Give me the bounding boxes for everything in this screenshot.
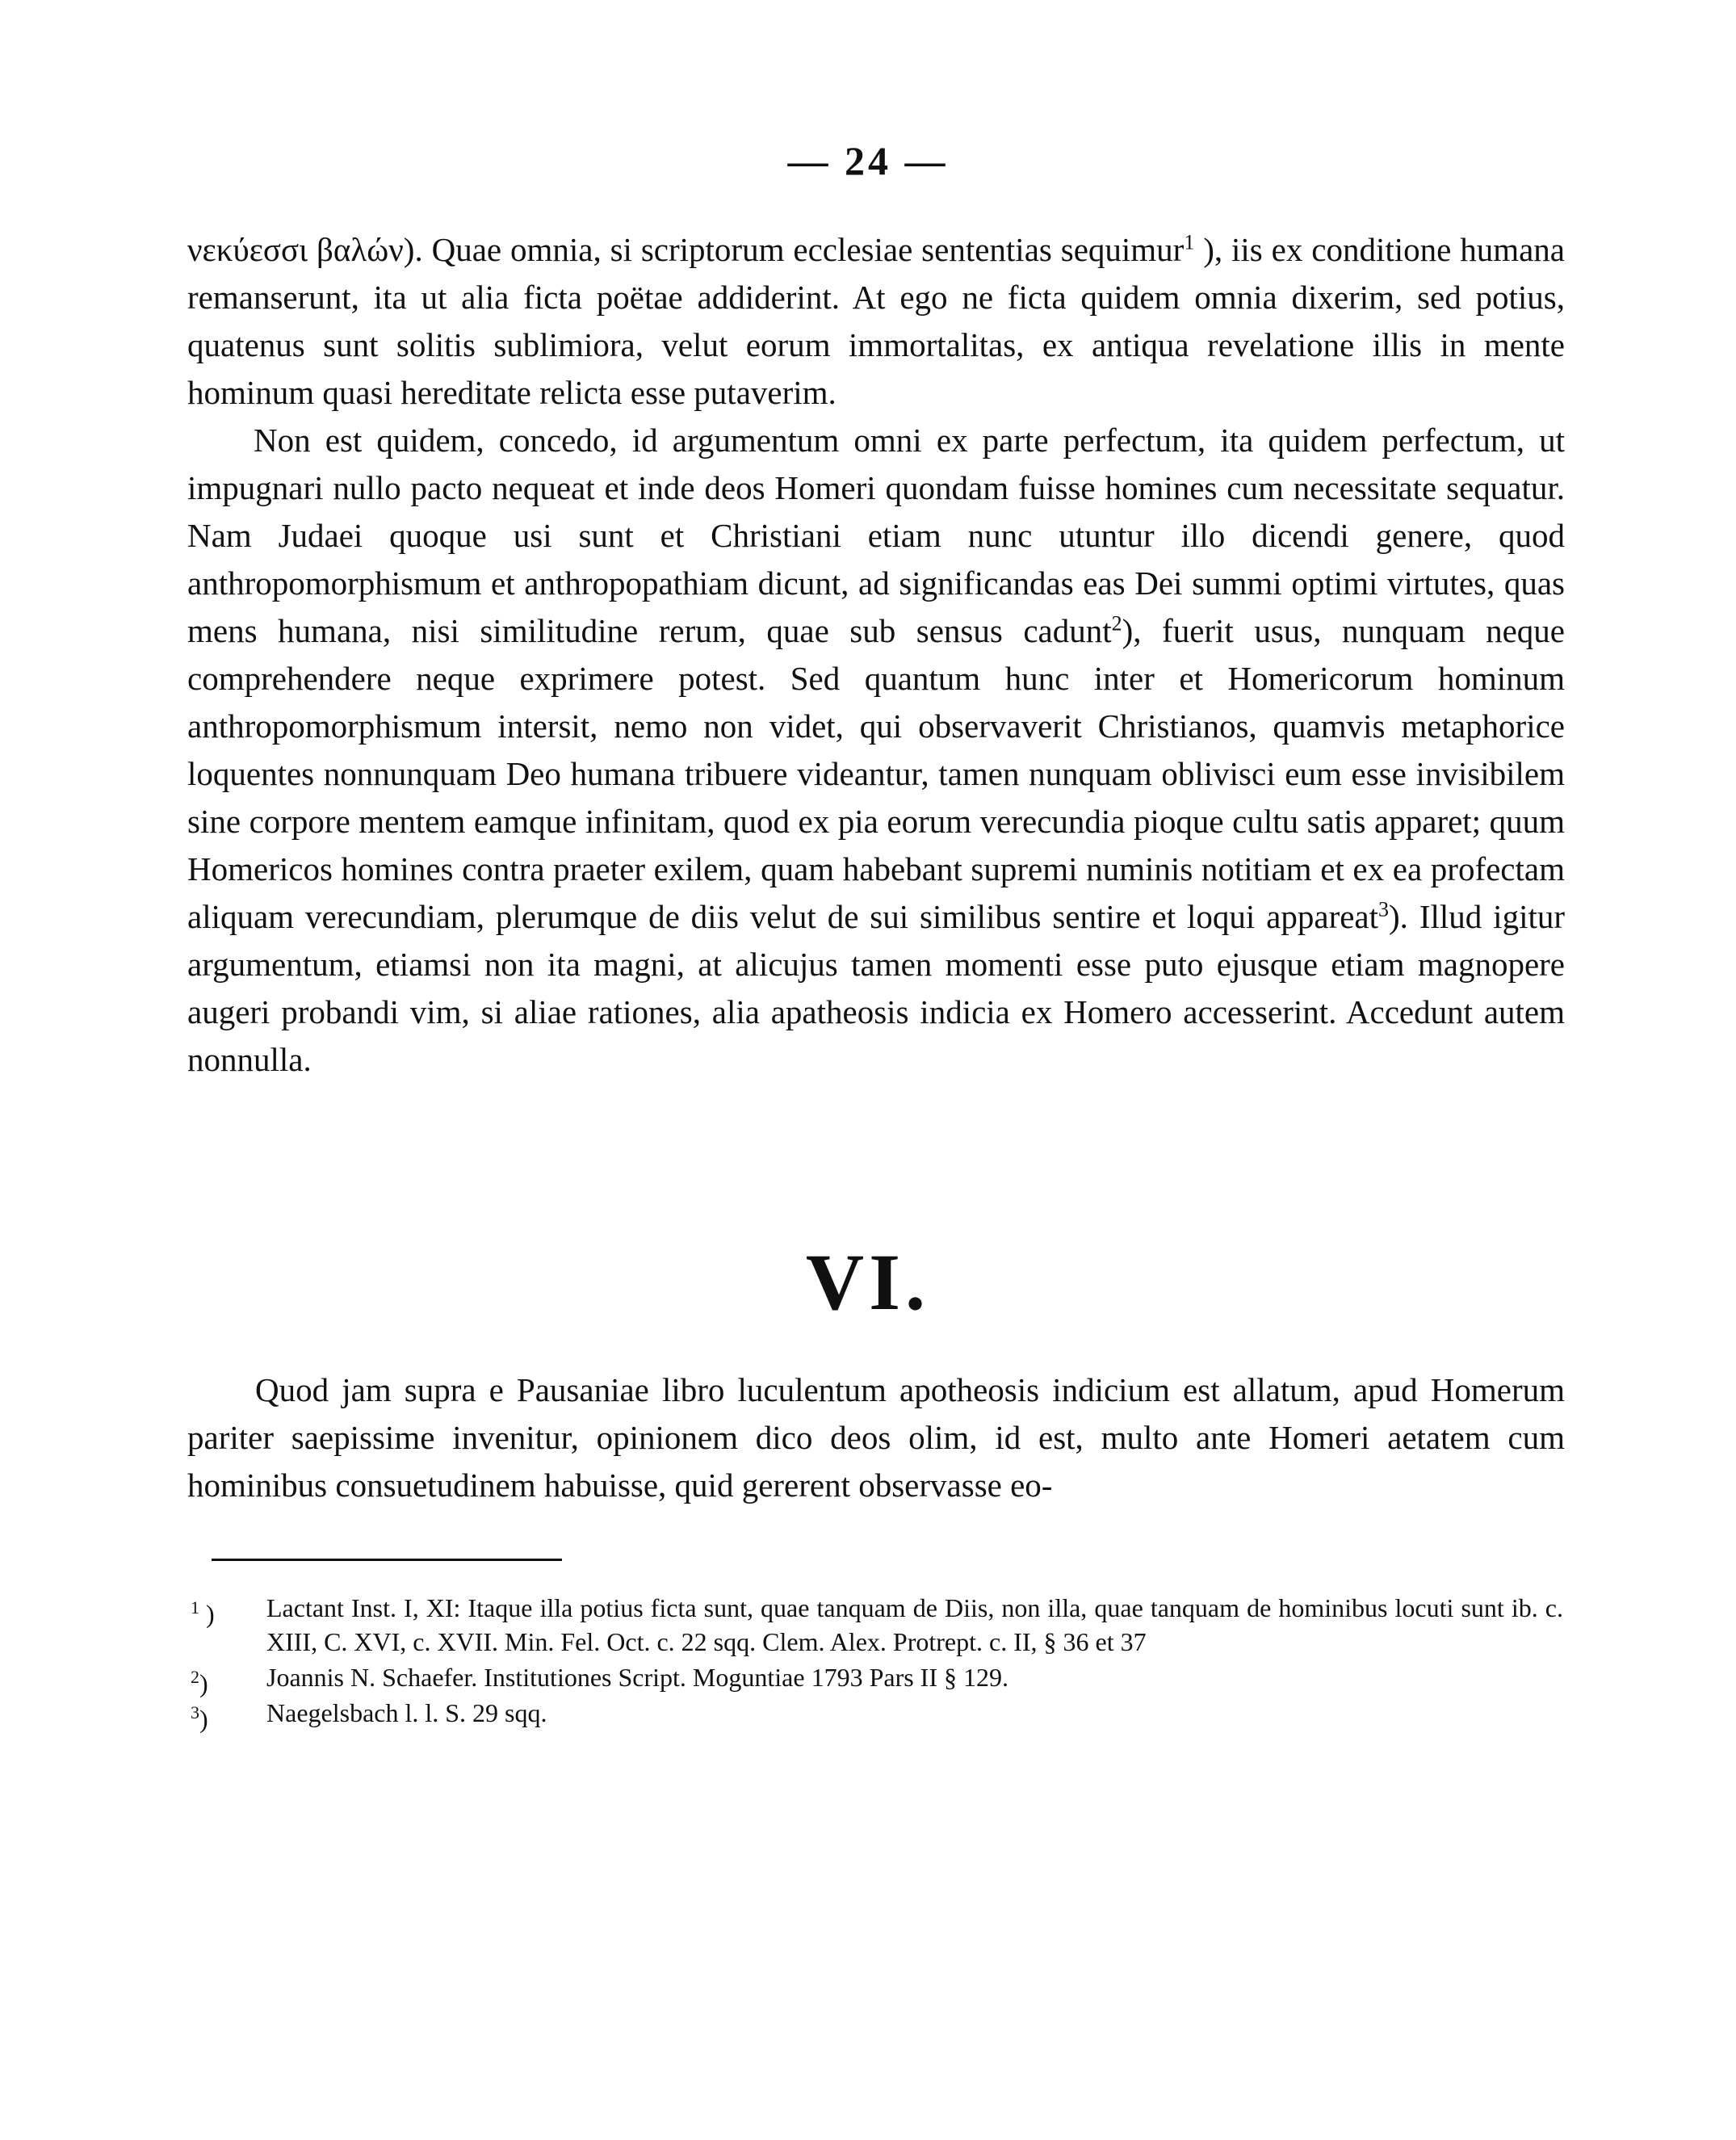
footnote-3 (191, 1696, 1563, 1734)
section-paragraph: Quod jam supra e Pausaniae libro luculentum apotheosis indicium est allatum, apud Homerum pariter saepissime invenitur, opinionem dico deos olim, id est, multo ante Homeri aetatem cum hominibus consuetudinem habuisse, quid gererent observasse eo- (187, 1371, 1565, 1504)
footnote-2-number: 2 (191, 1667, 199, 1687)
footnote-3-marker: $^3$) (191, 1702, 208, 1734)
footnote-ref-3[interactable]: 3 (1378, 897, 1390, 921)
footnote-2-text: Joannis N. Schaefer. Institutiones Script. Moguntiae 1793 Pars II § 129. (266, 1663, 1008, 1692)
paragraph-2 (187, 417, 1565, 1084)
footnote-1-marker: $^1$ ) (191, 1597, 215, 1629)
footnote-1 (191, 1591, 1563, 1659)
paragraph-1-text-b: ), iis ex conditione humana remanserunt, ita ut alia ficta poëtae addiderint. At ego ne ficta quidem omnia dixerim, sed potius, quatenus sunt solitis sublimiora, velut eorum immortalitas, ex antiqua revelatione illis in mente hominum quasi hereditate relicta esse putaverim. (187, 231, 1565, 411)
footnote-2 (191, 1660, 1563, 1698)
footnote-ref-1[interactable]: 1 (1184, 230, 1195, 254)
footnotes (191, 1591, 1563, 1734)
paragraph-1 (187, 226, 1565, 417)
footnote-1-text: Lactant Inst. I, XI: Itaque illa potius ficta sunt, quae tanquam de Diis, non illa, quae tanquam de hominibus locuti sunt ib. c. XIII, C. XVI, c. XVII. Min. Fel. Oct. c. 22 sqq. Clem. Alex. Protrept. c. II, § 36 et 37 (266, 1593, 1563, 1656)
paragraph-2-text-c: ). Illud igitur argumentum, etiamsi non ita magni, at alicujus tamen momenti esse puto ejusque etiam magnopere augeri probandi vim, si aliae rationes, alia apatheosis indicia ex Homero accesserint. Accedunt autem nonnulla. (187, 898, 1566, 1078)
paragraph-1-text-a: νεκύεσσι βαλών). Quae omnia, si scriptorum ecclesiae sententias sequimur (187, 231, 1185, 268)
footnote-divider (212, 1559, 562, 1561)
section-heading: VI. (805, 1237, 931, 1327)
paragraph-2-text-a: Non est quidem, concedo, id argumentum omni ex parte perfectum, ita quidem perfectum, ut impugnari nullo pacto nequeat et inde deos Homeri quondam fuisse homines cum necessitate sequatur. Nam Judaei quoque usi sunt et Christiani etiam nunc utuntur illo dicendi genere, quod anthropomorphismum et anthropopathiam dicunt, ad significandas eas Dei summi optimi virtutes, quas mens humana, nisi similitudine rerum, quae sub sensus cadunt (187, 422, 1565, 649)
footnote-3-number: 3 (191, 1702, 199, 1722)
paragraph-2-text-b: ), fuerit usus, nunquam neque comprehendere neque exprimere potest. Sed quantum hunc inter et Homericorum hominum anthropomorphismum intersit, nemo non videt, qui observaverit Christianos, quamvis metaphorice loquentes nonnunquam Deo humana tribuere videantur, tamen nunquam oblivisci eum esse invisibilem sine corpore mentem eamque infinitam, quod ex pia eorum verecundia pioque cultu satis apparet; quum Homericos homines contra praeter exilem, quam habebant supremi numinis notitiam et ex ea profectam aliquam verecundiam, plerumque de diis velut de sui similibus sentire et loqui appareat (187, 612, 1565, 935)
footnote-2-marker: $^2$) (191, 1667, 208, 1698)
footnote-1-number: 1 (191, 1597, 199, 1618)
footnote-ref-2[interactable]: 2 (1111, 611, 1122, 636)
footnote-3-text: Naegelsbach l. l. S. 29 sqq. (266, 1698, 547, 1727)
page-number: — 24 — (787, 138, 949, 183)
